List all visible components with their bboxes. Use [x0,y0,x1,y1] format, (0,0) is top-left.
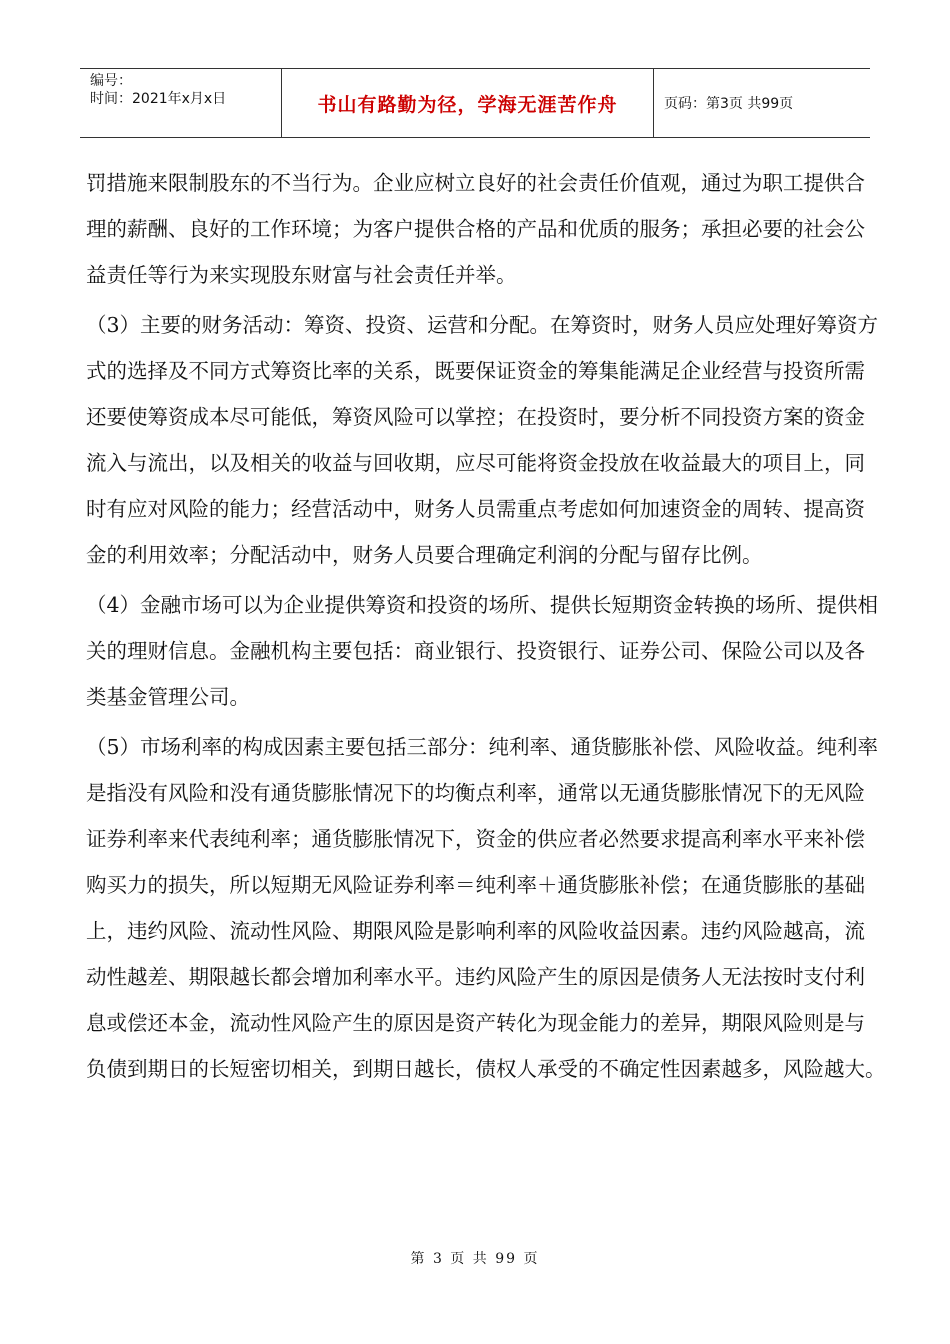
page-header [80,68,870,138]
body-line: 类基金管理公司。 [86,685,250,709]
body-line: 还要使筹资成本尽可能低，筹资风险可以掌控；在投资时，要分析不同投资方案的资金 [86,405,865,429]
header-page-info: 页码：第3页 共99页 [664,96,794,112]
body-line: 是指没有风险和没有通货膨胀情况下的均衡点利率，通常以无通货膨胀情况下的无风险 [86,781,865,805]
body-line: 益责任等行为来实现股东财富与社会责任并举。 [86,263,517,287]
body-line: 息或偿还本金，流动性风险产生的原因是资产转化为现金能力的差异，期限风险则是与 [86,1011,865,1035]
page-footer: 第 3 页 共 99 页 [410,1251,540,1267]
body-line: （5）市场利率的构成因素主要包括三部分：纯利率、通货膨胀补偿、风险收益。纯利率 [86,735,879,759]
body-line: 负债到期日的长短密切相关，到期日越长，债权人承受的不确定性因素越多，风险越大。 [86,1057,886,1081]
header-meta-cell [80,69,282,137]
body-line: 金的利用效率；分配活动中，财务人员要合理确定利润的分配与留存比例。 [86,543,763,567]
body-line: （4）金融市场可以为企业提供筹资和投资的场所、提供长短期资金转换的场所、提供相 [86,593,879,617]
body-line: 理的薪酬、良好的工作环境；为客户提供合格的产品和优质的服务；承担必要的社会公 [86,217,865,241]
body-line: （3）主要的财务活动：筹资、投资、运营和分配。在筹资时，财务人员应处理好筹资方 [86,313,879,337]
document-number-label: 编号： [90,73,132,89]
body-line: 罚措施来限制股东的不当行为。企业应树立良好的社会责任价值观，通过为职工提供合 [86,171,865,195]
body-line: 式的选择及不同方式筹资比率的关系，既要保证资金的筹集能满足企业经营与投资所需 [86,359,865,383]
body-line: 关的理财信息。金融机构主要包括：商业银行、投资银行、证券公司、保险公司以及各 [86,639,865,663]
header-motto-cell [282,69,654,137]
document-date-label: 时间：2021年x月x日 [90,91,227,107]
header-motto: 书山有路勤为径，学海无涯苦作舟 [317,93,618,116]
body-line: 上，违约风险、流动性风险、期限风险是影响利率的风险收益因素。违约风险越高，流 [86,919,865,943]
header-page-cell [654,69,870,137]
body-line: 流入与流出，以及相关的收益与回收期，应尽可能将资金投放在收益最大的项目上，同 [86,451,865,475]
body-line: 证券利率来代表纯利率；通货膨胀情况下，资金的供应者必然要求提高利率水平来补偿 [86,827,865,851]
body-line: 购买力的损失，所以短期无风险证券利率＝纯利率＋通货膨胀补偿；在通货膨胀的基础 [86,873,865,897]
document-body [86,160,950,1092]
body-line: 时有应对风险的能力；经营活动中，财务人员需重点考虑如何加速资金的周转、提高资 [86,497,865,521]
body-line: 动性越差、期限越长都会增加利率水平。违约风险产生的原因是债务人无法按时支付利 [86,965,865,989]
